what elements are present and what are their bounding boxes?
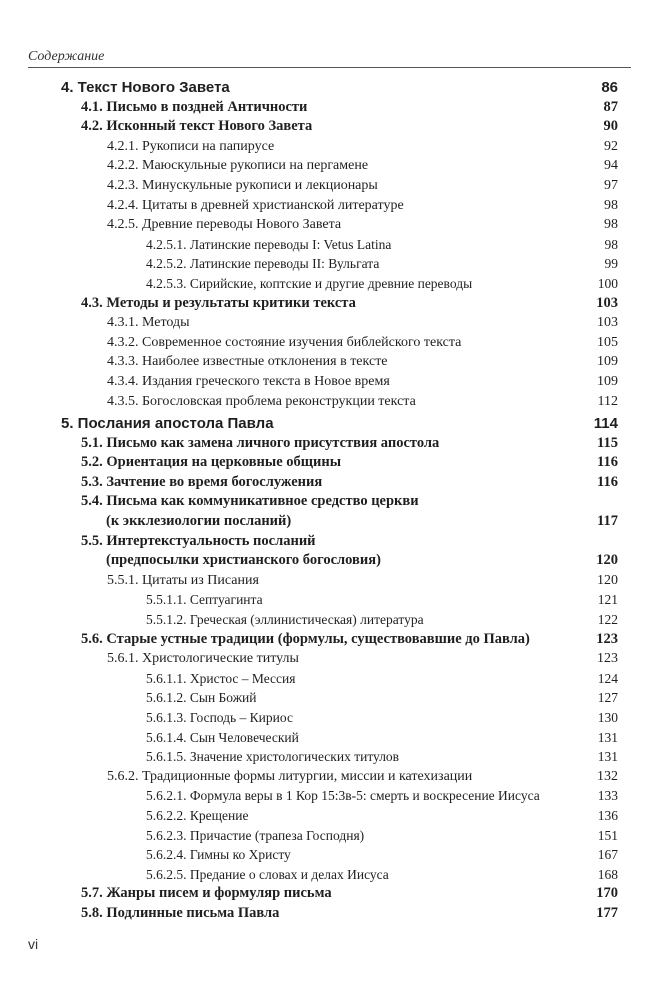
toc-entry	[0, 196, 666, 216]
toc-entry	[0, 414, 666, 434]
toc-entry-page: 123	[597, 651, 618, 667]
toc-entry	[0, 826, 666, 846]
toc-entry-title: 5.7. Жанры писем и формуляр письма	[81, 885, 332, 902]
toc-entry-page: 177	[596, 904, 618, 921]
toc-entry	[0, 78, 666, 98]
toc-entry-page: 98	[604, 236, 618, 252]
toc-entry-title: 5.6. Старые устные традиции (формулы, существовавшие до Павла)	[81, 630, 530, 647]
toc-entry-title: (предпосылки христианского богословия)	[106, 552, 381, 569]
toc-entry-page: 87	[603, 98, 618, 115]
toc-entry-page: 98	[604, 197, 618, 213]
toc-entry-title: 5.3. Зачтение во время богослужения	[81, 473, 323, 490]
running-header: Содержание	[28, 50, 631, 68]
toc-entry	[0, 630, 666, 650]
toc-entry-title: 4.2.2. Маюскульные рукописи на пергамене	[107, 158, 369, 174]
toc-entry	[0, 806, 666, 826]
toc-entry-title: 4. Текст Нового Завета	[61, 79, 230, 96]
toc-entry-page: 86	[601, 79, 618, 96]
toc-entry-page: 131	[597, 749, 618, 765]
toc-entry	[0, 884, 666, 904]
toc-entry	[0, 512, 666, 532]
toc-entry-title: 5.5.1.1. Септуагинта	[146, 592, 263, 608]
toc-entry	[0, 532, 666, 552]
toc-entry	[0, 786, 666, 806]
toc-entry-title: 4.3.5. Богословская проблема реконструкции текста	[107, 393, 416, 409]
toc-entry-title: 4.3.3. Наиболее известные отклонения в тексте	[107, 354, 388, 370]
toc-entry-title: (к экклезиологии посланий)	[106, 513, 292, 530]
toc-entry	[0, 708, 666, 728]
toc-entry	[0, 551, 666, 571]
toc-entry-title: 5.6.1.5. Значение христологических титулов	[146, 749, 400, 765]
toc-entry-page: 121	[597, 592, 618, 608]
toc-entry-title: 4.2.5.3. Сирийские, коптские и другие древние переводы	[146, 275, 473, 291]
toc-entry	[0, 294, 666, 314]
toc-entry	[0, 176, 666, 196]
toc-entry	[0, 747, 666, 767]
toc-entry-page: 103	[597, 315, 618, 331]
toc-entry	[0, 215, 666, 235]
toc-entry-page: 133	[597, 788, 618, 804]
toc-entry-page: 109	[597, 354, 618, 370]
toc-entry-title: 4.2.3. Минускульные рукописи и лекционары	[107, 177, 378, 193]
toc-entry	[0, 590, 666, 610]
toc-entry	[0, 610, 666, 630]
toc-entry-page: 92	[604, 138, 618, 154]
toc-entry-title: 4.3.2. Современное состояние изучения библейского текста	[107, 334, 462, 350]
toc-entry	[0, 649, 666, 669]
toc-entry	[0, 473, 666, 493]
toc-entry-title: 5.6.2.4. Гимны ко Христу	[146, 847, 291, 863]
toc-entry-page: 115	[597, 434, 618, 451]
toc-entry-title: 5.1. Письмо как замена личного присутствия апостола	[81, 434, 440, 451]
toc-entry-page: 98	[604, 217, 618, 233]
toc-entry-page: 103	[596, 294, 618, 311]
toc-entry	[0, 117, 666, 137]
toc-entry	[0, 669, 666, 689]
toc-entry	[0, 904, 666, 924]
toc-entry-title: 5.6.2.3. Причастие (трапеза Господня)	[146, 827, 365, 843]
toc-entry-page: 131	[597, 729, 618, 745]
toc-entry-page: 122	[597, 612, 618, 628]
toc-entry-page: 124	[597, 670, 618, 686]
toc-entry-page: 136	[597, 807, 618, 823]
toc-entry-page: 97	[604, 177, 618, 193]
toc-entry-page: 99	[604, 256, 618, 272]
toc-entry-page: 94	[604, 158, 618, 174]
toc-entry-page: 120	[596, 552, 618, 569]
toc-entry	[0, 235, 666, 255]
toc-entry-title: 5.6.2.1. Формула веры в 1 Кор 15:3в-5: смерть и воскресение Иисуса	[146, 788, 540, 804]
toc-entry-title: 5.4. Письма как коммуникативное средство церкви	[81, 493, 419, 510]
toc-entry	[0, 137, 666, 157]
toc-entry	[0, 156, 666, 176]
toc-entry-page: 90	[603, 118, 618, 135]
toc-entry-title: 5.2. Ориентация на церковные общины	[81, 454, 342, 471]
toc-entry-title: 5.5.1.2. Греческая (эллинистическая) литература	[146, 612, 424, 628]
toc-entry-title: 5.6.1.4. Сын Человеческий	[146, 729, 299, 745]
toc-entry-page: 170	[596, 885, 618, 902]
toc-entry-page: 127	[597, 690, 618, 706]
toc-entry-title: 4.3.4. Издания греческого текста в Новое время	[107, 373, 390, 389]
toc-entry	[0, 767, 666, 787]
toc-entry	[0, 453, 666, 473]
toc-entry-title: 4.3. Методы и результаты критики текста	[81, 294, 356, 311]
toc-entry-page: 168	[597, 866, 618, 882]
toc-entry-page: 109	[597, 373, 618, 389]
toc-entry	[0, 728, 666, 748]
toc-entry-title: 4.2.1. Рукописи на папирусе	[107, 138, 275, 154]
toc-entry	[0, 845, 666, 865]
toc-entry-page: 120	[597, 572, 618, 588]
toc-entry-title: 5.6.2.5. Предание о словах и делах Иисуса	[146, 866, 389, 882]
toc-entry-title: 5.6.1.3. Господь – Кириос	[146, 710, 293, 725]
toc-entry-title: 4.2. Исконный текст Нового Завета	[81, 118, 313, 135]
toc-entry-title: 5.6.1.2. Сын Божий	[146, 690, 257, 706]
toc-entry-page: 167	[597, 847, 618, 863]
toc-entry	[0, 333, 666, 353]
toc-entry-page: 123	[596, 630, 618, 647]
toc-entry	[0, 688, 666, 708]
toc-entry	[0, 571, 666, 591]
toc-entry	[0, 352, 666, 372]
toc-entry	[0, 98, 666, 118]
toc-entry	[0, 865, 666, 885]
toc-entry	[0, 372, 666, 392]
toc-entry	[0, 254, 666, 274]
toc-entry-title: 5.5. Интертекстуальность посланий	[81, 532, 316, 549]
toc-entry-title: 5.6.1. Христологические титулы	[107, 651, 299, 667]
toc-entry-title: 4.2.5.1. Латинские переводы I: Vetus Latina	[146, 236, 392, 252]
toc-entry-page: 116	[597, 473, 618, 490]
toc-entry	[0, 313, 666, 333]
toc-entry-page: 130	[597, 710, 618, 725]
table-of-contents	[0, 78, 666, 924]
toc-entry-title: 4.3.1. Методы	[107, 315, 190, 331]
toc-entry-title: 5.6.2.2. Крещение	[146, 807, 249, 823]
toc-entry-page: 100	[597, 275, 618, 291]
toc-entry-page: 116	[597, 454, 618, 471]
toc-entry-page: 151	[597, 827, 618, 843]
toc-entry-page: 114	[593, 415, 618, 433]
toc-entry	[0, 492, 666, 512]
toc-entry-page: 105	[597, 334, 618, 350]
toc-entry-page: 132	[597, 768, 618, 784]
toc-entry	[0, 392, 666, 412]
toc-entry-title: 4.2.4. Цитаты в древней христианской литературе	[107, 197, 404, 213]
toc-entry-page: 112	[597, 393, 618, 409]
page-number: vi	[28, 936, 39, 952]
toc-entry-title: 5.6.2. Традиционные формы литургии, миссии и катехизации	[107, 768, 473, 784]
toc-entry	[0, 434, 666, 454]
toc-entry-title: 5.6.1.1. Христос – Мессия	[146, 670, 296, 686]
toc-entry-title: 4.1. Письмо в поздней Античности	[81, 98, 308, 115]
toc-entry-title: 4.2.5.2. Латинские переводы II: Вульгата	[146, 256, 380, 272]
toc-entry-title: 5. Послания апостола Павла	[61, 415, 274, 433]
toc-entry-title: 4.2.5. Древние переводы Нового Завета	[107, 217, 342, 233]
toc-entry-page: 117	[597, 513, 618, 530]
toc-entry-title: 5.8. Подлинные письма Павла	[81, 904, 280, 921]
toc-entry-title: 5.5.1. Цитаты из Писания	[107, 572, 259, 588]
toc-entry	[0, 274, 666, 294]
